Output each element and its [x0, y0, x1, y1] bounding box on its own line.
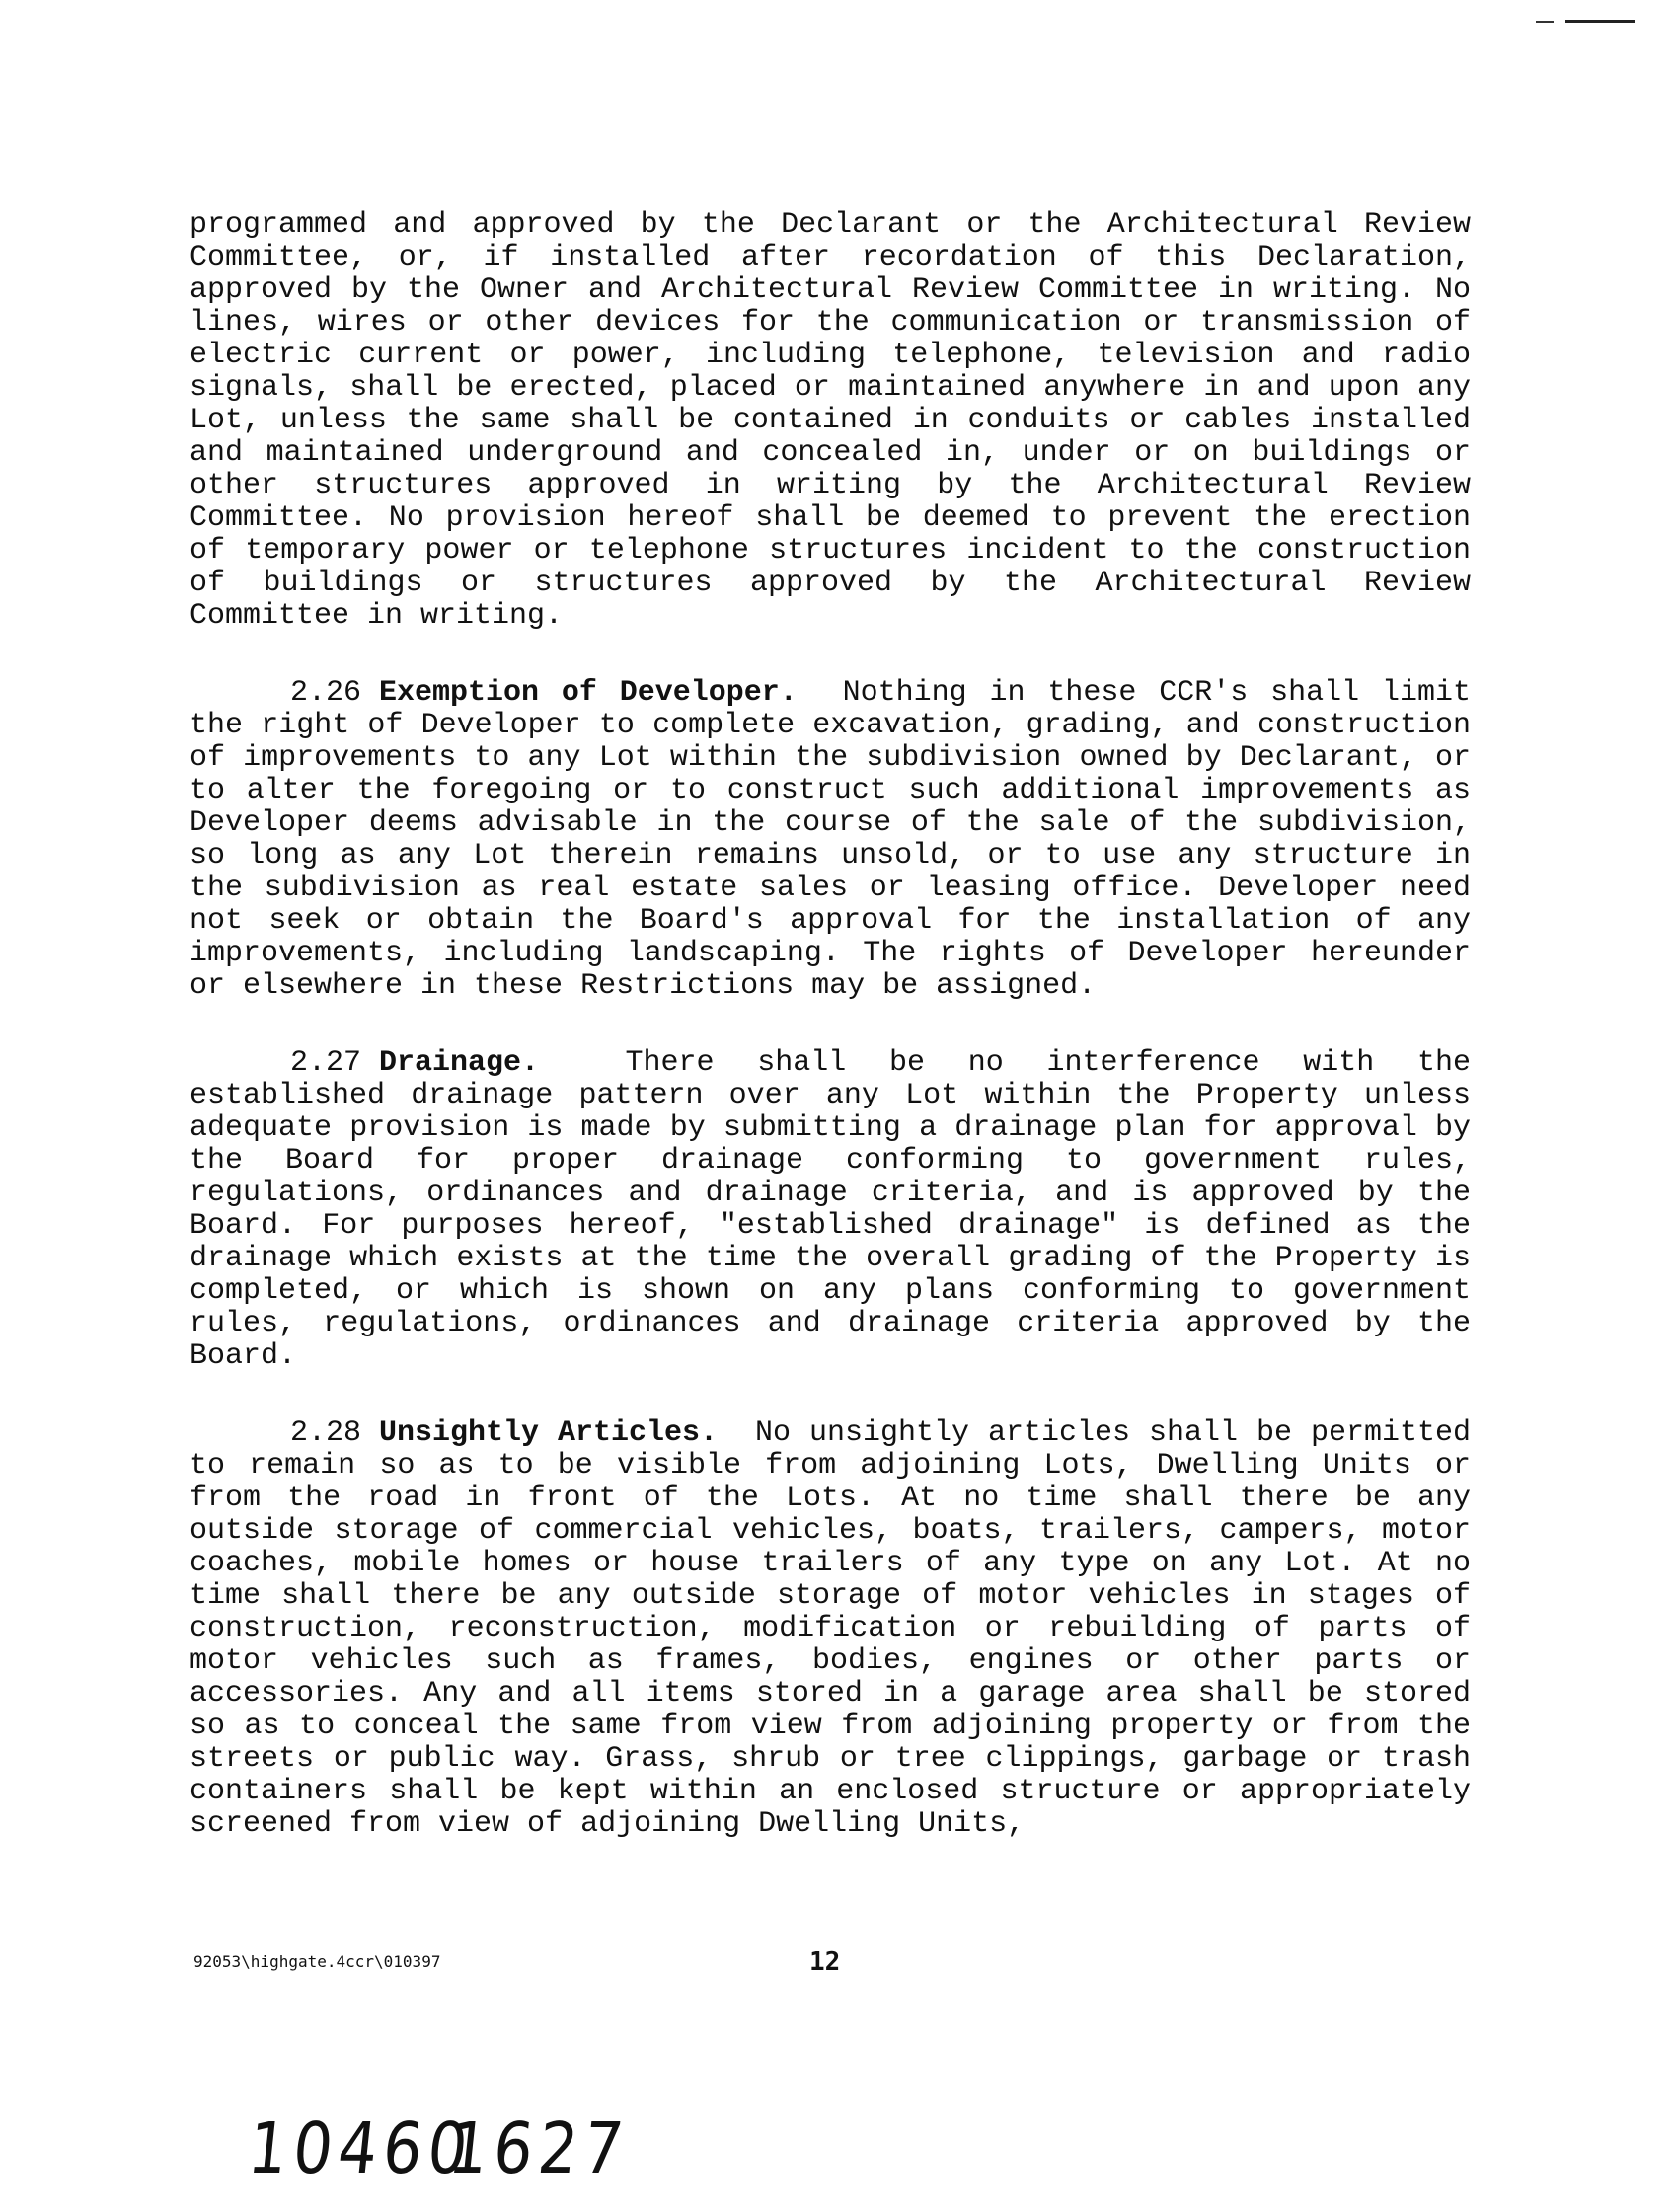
section-text: Nothing in these CCR's shall limit the right of Developer to complete excavation, grading, and construction of improvements to any Lot within the subdivision owned by Declarant, or to alter the foregoing or to construct such additional improvements as Developer deems advisable in the course of the sale of the subdivision, so long as any Lot therein remains unsold, or to use any structure in the subdivision as real estate sales or leasing office. Developer need not seek or obtain the Board's approval for the installation of any improvements, including landscaping. The rights of Developer hereunder or elsewhere in these Restrictions may be assigned.	[190, 676, 1471, 1003]
footer-file-path: 92053\highgate.4ccr\010397	[193, 1952, 441, 1971]
section-number: 2.26	[290, 676, 362, 710]
recording-book-number: 10460	[244, 2106, 478, 2190]
recording-page-number: 1627	[444, 2106, 634, 2190]
section-text: There shall be no interference with the established drainage pattern over any Lot within the Property unless adequate provision is made by submitting a drainage plan for approval by the Board for proper drainage conforming to government rules, regulations, ordinances and drainage criteria, and is approved by the Board. For purposes hereof, "established drainage" is defined as the drainage which exists at the time the overall grading of the Property is completed, or which is shown on any plans conforming to government rules, regulations, ordinances and drainage criteria approved by the Board.	[190, 1046, 1471, 1373]
section-number: 2.27	[290, 1046, 362, 1080]
section-2-27	[190, 1047, 1471, 1373]
scan-corner-mark	[1536, 20, 1635, 23]
continuation-paragraph: programmed and approved by the Declarant or the Architectural Review Committee, or, if installed after recordation of this Declaration, approved by the Owner and Architectural Review Committee in writing. No lines, wires or other devices for the communication or transmission of electric current or power, including telephone, television and radio signals, shall be erected, placed or maintained anywhere in and upon any Lot, unless the same shall be contained in conduits or cables installed and maintained underground and concealed in, under or on buildings or other structures approved in writing by the Architectural Review Committee. No provision hereof shall be deemed to prevent the erection of temporary power or telephone structures incident to the construction of buildings or structures approved by the Architectural Review Committee in writing.	[190, 208, 1471, 633]
section-heading: Exemption of Developer.	[379, 676, 798, 710]
section-heading: Drainage.	[379, 1046, 540, 1080]
page-number: 12	[809, 1947, 841, 1977]
section-2-28	[190, 1417, 1471, 1841]
scan-mark-dash	[1536, 21, 1554, 23]
section-number: 2.28	[290, 1416, 362, 1450]
section-2-26	[190, 677, 1471, 1003]
section-heading: Unsightly Articles.	[379, 1416, 719, 1450]
scan-mark-line	[1565, 20, 1635, 23]
section-text: No unsightly articles shall be permitted to remain so as to be visible from adjoining Lots, Dwelling Units or from the road in front of the Lots. At no time shall there be any outside storage of commercial vehicles, boats, trailers, campers, motor coaches, mobile homes or house trailers of any type on any Lot. At no time shall there be any outside storage of motor vehicles in stages of construction, reconstruction, modification or rebuilding of parts of motor vehicles such as frames, bodies, engines or other parts or accessories. Any and all items stored in a garage area shall be stored so as to conceal the same from view from adjoining property or from the streets or public way. Grass, shrub or tree clippings, garbage or trash containers shall be kept within an enclosed structure or appropriately screened from view of adjoining Dwelling Units,	[190, 1416, 1471, 1841]
document-body	[190, 209, 1471, 1885]
